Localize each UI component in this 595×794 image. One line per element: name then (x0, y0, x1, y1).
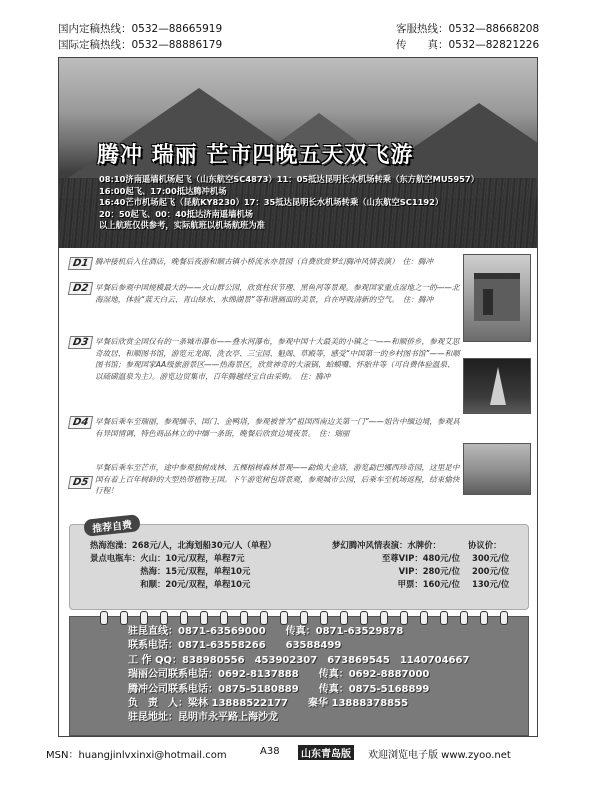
forest-landscape-photo (463, 443, 531, 495)
show-prices (472, 552, 509, 591)
tour-ad (58, 57, 538, 737)
extras-left (90, 539, 276, 591)
temple-gate-photo (463, 254, 531, 342)
pagoda-shape (490, 367, 506, 405)
show-tickets (378, 552, 460, 591)
flight-line: 16:40芒市机场起飞（昆航KY8230）17：35抵达昆明长水机场转乘（山东航空SC1192） (99, 197, 444, 208)
contact-line: 驻昆地址：昆明市永平路上海沙龙 (128, 712, 278, 724)
protocol-label: 协议价： (468, 540, 502, 550)
day-label: D1 (68, 257, 94, 270)
show-title: 梦幻腾冲风情表演：水牌价： (332, 540, 441, 550)
footer-slogan: 欢迎浏览电子版 www.zyoo.net (368, 750, 511, 761)
contact-line: 联系电话：0871-63558266 63588499 (128, 640, 342, 652)
flight-note: 以上航班仅供参考，实际航班以机场航班为准 (99, 220, 265, 231)
spiral-coil (360, 611, 368, 625)
day-text: 早餐后欣赏全国仅有的一条城市瀑布——叠水河瀑布，参观中国十大最美的小镇之一——和顺侨乡，参观艾思奇故居、和顺图书馆，游览元龙阁、洗衣亭、三宝园、魁阁、草殿等，感受“中国第一的乡村图书馆”——和顺图书馆；参观国家AA级旅游景区——热海景区，欣赏神奇的大滚锅、蛤蟆嘴、怀胎井等（可自费体验温泉、以硫磺温泉为主）。游览边贸集市，百年腾越经宝自由采购。 住：腾冲 (95, 337, 460, 381)
fax-line: 传 真：0532—82821226 (396, 39, 540, 51)
spiral-coil (220, 611, 228, 625)
page-number: A38 (260, 746, 280, 757)
msn-contact: MSN：huangjinlvxinxi@hotmail.com (46, 750, 227, 761)
ticket-price: 200元/位 (472, 566, 510, 576)
day-text: 早餐后乘车至瑞丽，参观缅寺、国门、金鸭塔，参观被誉为“祖国西南边关第一门”——姐告中缅边境，参观具有异国情调、特色商品林立的中缅一条街，晚餐后欣赏边境夜景。 住：瑞丽 (95, 417, 460, 438)
spiral-coil (320, 611, 328, 625)
recommend-tag: 推荐自费 (83, 514, 140, 537)
spiral-coil (380, 611, 388, 625)
domestic-hotline: 国内定稿热线：0532—88665919 (58, 23, 223, 35)
spiral-coil (400, 611, 408, 625)
extras-line: 热海泡澡：268元/人，北海划船30元/人（单程） (90, 540, 277, 550)
spiral-coil (420, 611, 428, 625)
flight-line: 08:10济南遥墙机场起飞（山东航空SC4873）11：05抵达昆明长水机场转乘（东方航空MU5957） (99, 174, 479, 184)
international-hotline: 国际定稿热线：0532—88886179 (58, 39, 223, 51)
spiral-coil (120, 611, 128, 625)
tour-title: 腾冲 瑞丽 芒市四晚五天双飞游 (97, 143, 414, 168)
golden-pagoda-photo (463, 358, 531, 414)
day-label: D4 (68, 416, 94, 429)
extras-line: 景点电瓶车：火山：10元/双程，单程7元 (90, 553, 245, 563)
itinerary (67, 254, 527, 519)
extras-line: 热海：15元/双程，单程10元 (90, 566, 251, 576)
spiral-coil (500, 611, 508, 625)
spiral-coil (280, 611, 288, 625)
spiral-coil (200, 611, 208, 625)
spiral-coil (440, 611, 448, 625)
spiral-coil (140, 611, 148, 625)
spiral-coil (160, 611, 168, 625)
day-label: D2 (68, 282, 94, 295)
spiral-coil (480, 611, 488, 625)
day-text: 早餐后乘车至芒市，途中参观独树成林、五棵榕树森林景观——勐焕大金塔，游览勐巴娜西珍奇园，这里是中国有着上百年树龄的大型热带植物王国。下午游览树包塔景观，参观城市公园，后乘车至机场返程，结束愉快行程！ (95, 463, 460, 495)
contact-line: 工 作 QQ：838980556 453902307 673869545 1140704667 (128, 654, 470, 666)
ticket-price: 300元/位 (472, 553, 510, 563)
brand-label: 山东青岛版 (298, 745, 354, 760)
gate-shape (474, 273, 520, 321)
contact-line: 瑞丽公司联系电话：0692-8137888 传真：0692-8887000 (128, 669, 430, 681)
gate-door-shape (483, 289, 493, 315)
hero-landscape-image (59, 58, 537, 248)
day-text: 腾冲接机后入住酒店，晚餐后夜游和顺古镇小桥流水亦景园（自费欣赏梦幻腾冲风情表演） 住：腾冲 (95, 257, 433, 266)
spiral-coil (180, 611, 188, 625)
contact-line: 负 责 人：梁林 13888522177 秦华 13888378855 (128, 698, 409, 710)
day-label: D3 (68, 336, 94, 349)
spiral-coil (240, 611, 248, 625)
day-label: D5 (68, 476, 94, 489)
spiral-coil (460, 611, 468, 625)
flight-line: 20：50起飞、00：40抵达济南遥墙机场 (99, 208, 254, 219)
recommended-extras (69, 519, 529, 610)
ticket-price: 130元/位 (472, 579, 510, 589)
contact-line: 驻昆直线：0871-63569000 传真：0871-63529878 (128, 626, 404, 637)
service-hotline: 客服热线：0532—88668208 (396, 23, 540, 35)
flight-schedule (99, 174, 531, 232)
contact-lines (128, 625, 469, 726)
spiral-coil (300, 611, 308, 625)
extras-line: 和顺：20元/双程，单程10元 (90, 579, 251, 589)
contact-line: 腾冲公司联系电话：0875-5180889 传真：0875-5168899 (128, 683, 430, 695)
contact-card (69, 616, 529, 736)
ticket-name: VIP：280元/位 (398, 566, 460, 576)
flight-line: 16:00起飞、17:00抵达腾冲机场 (99, 185, 227, 196)
spiral-coil (340, 611, 348, 625)
day-text: 早餐后参观中国规模最大的——火山群公园，欣赏柱状节理、黑鱼河等景观。参观国家重点湿地之一的——北海湿地，体验“蓝天白云、青山绿水、水绵湖景”等和谐画面的美景，自在呼吸清新的空气。 住：腾冲 (95, 283, 460, 304)
ticket-name: 甲票：160元/位 (397, 579, 460, 589)
ticket-name: 至尊VIP：480元/位 (381, 553, 460, 563)
spiral-coil (260, 611, 268, 625)
spiral-coil (100, 611, 108, 625)
page-footer (46, 746, 566, 762)
